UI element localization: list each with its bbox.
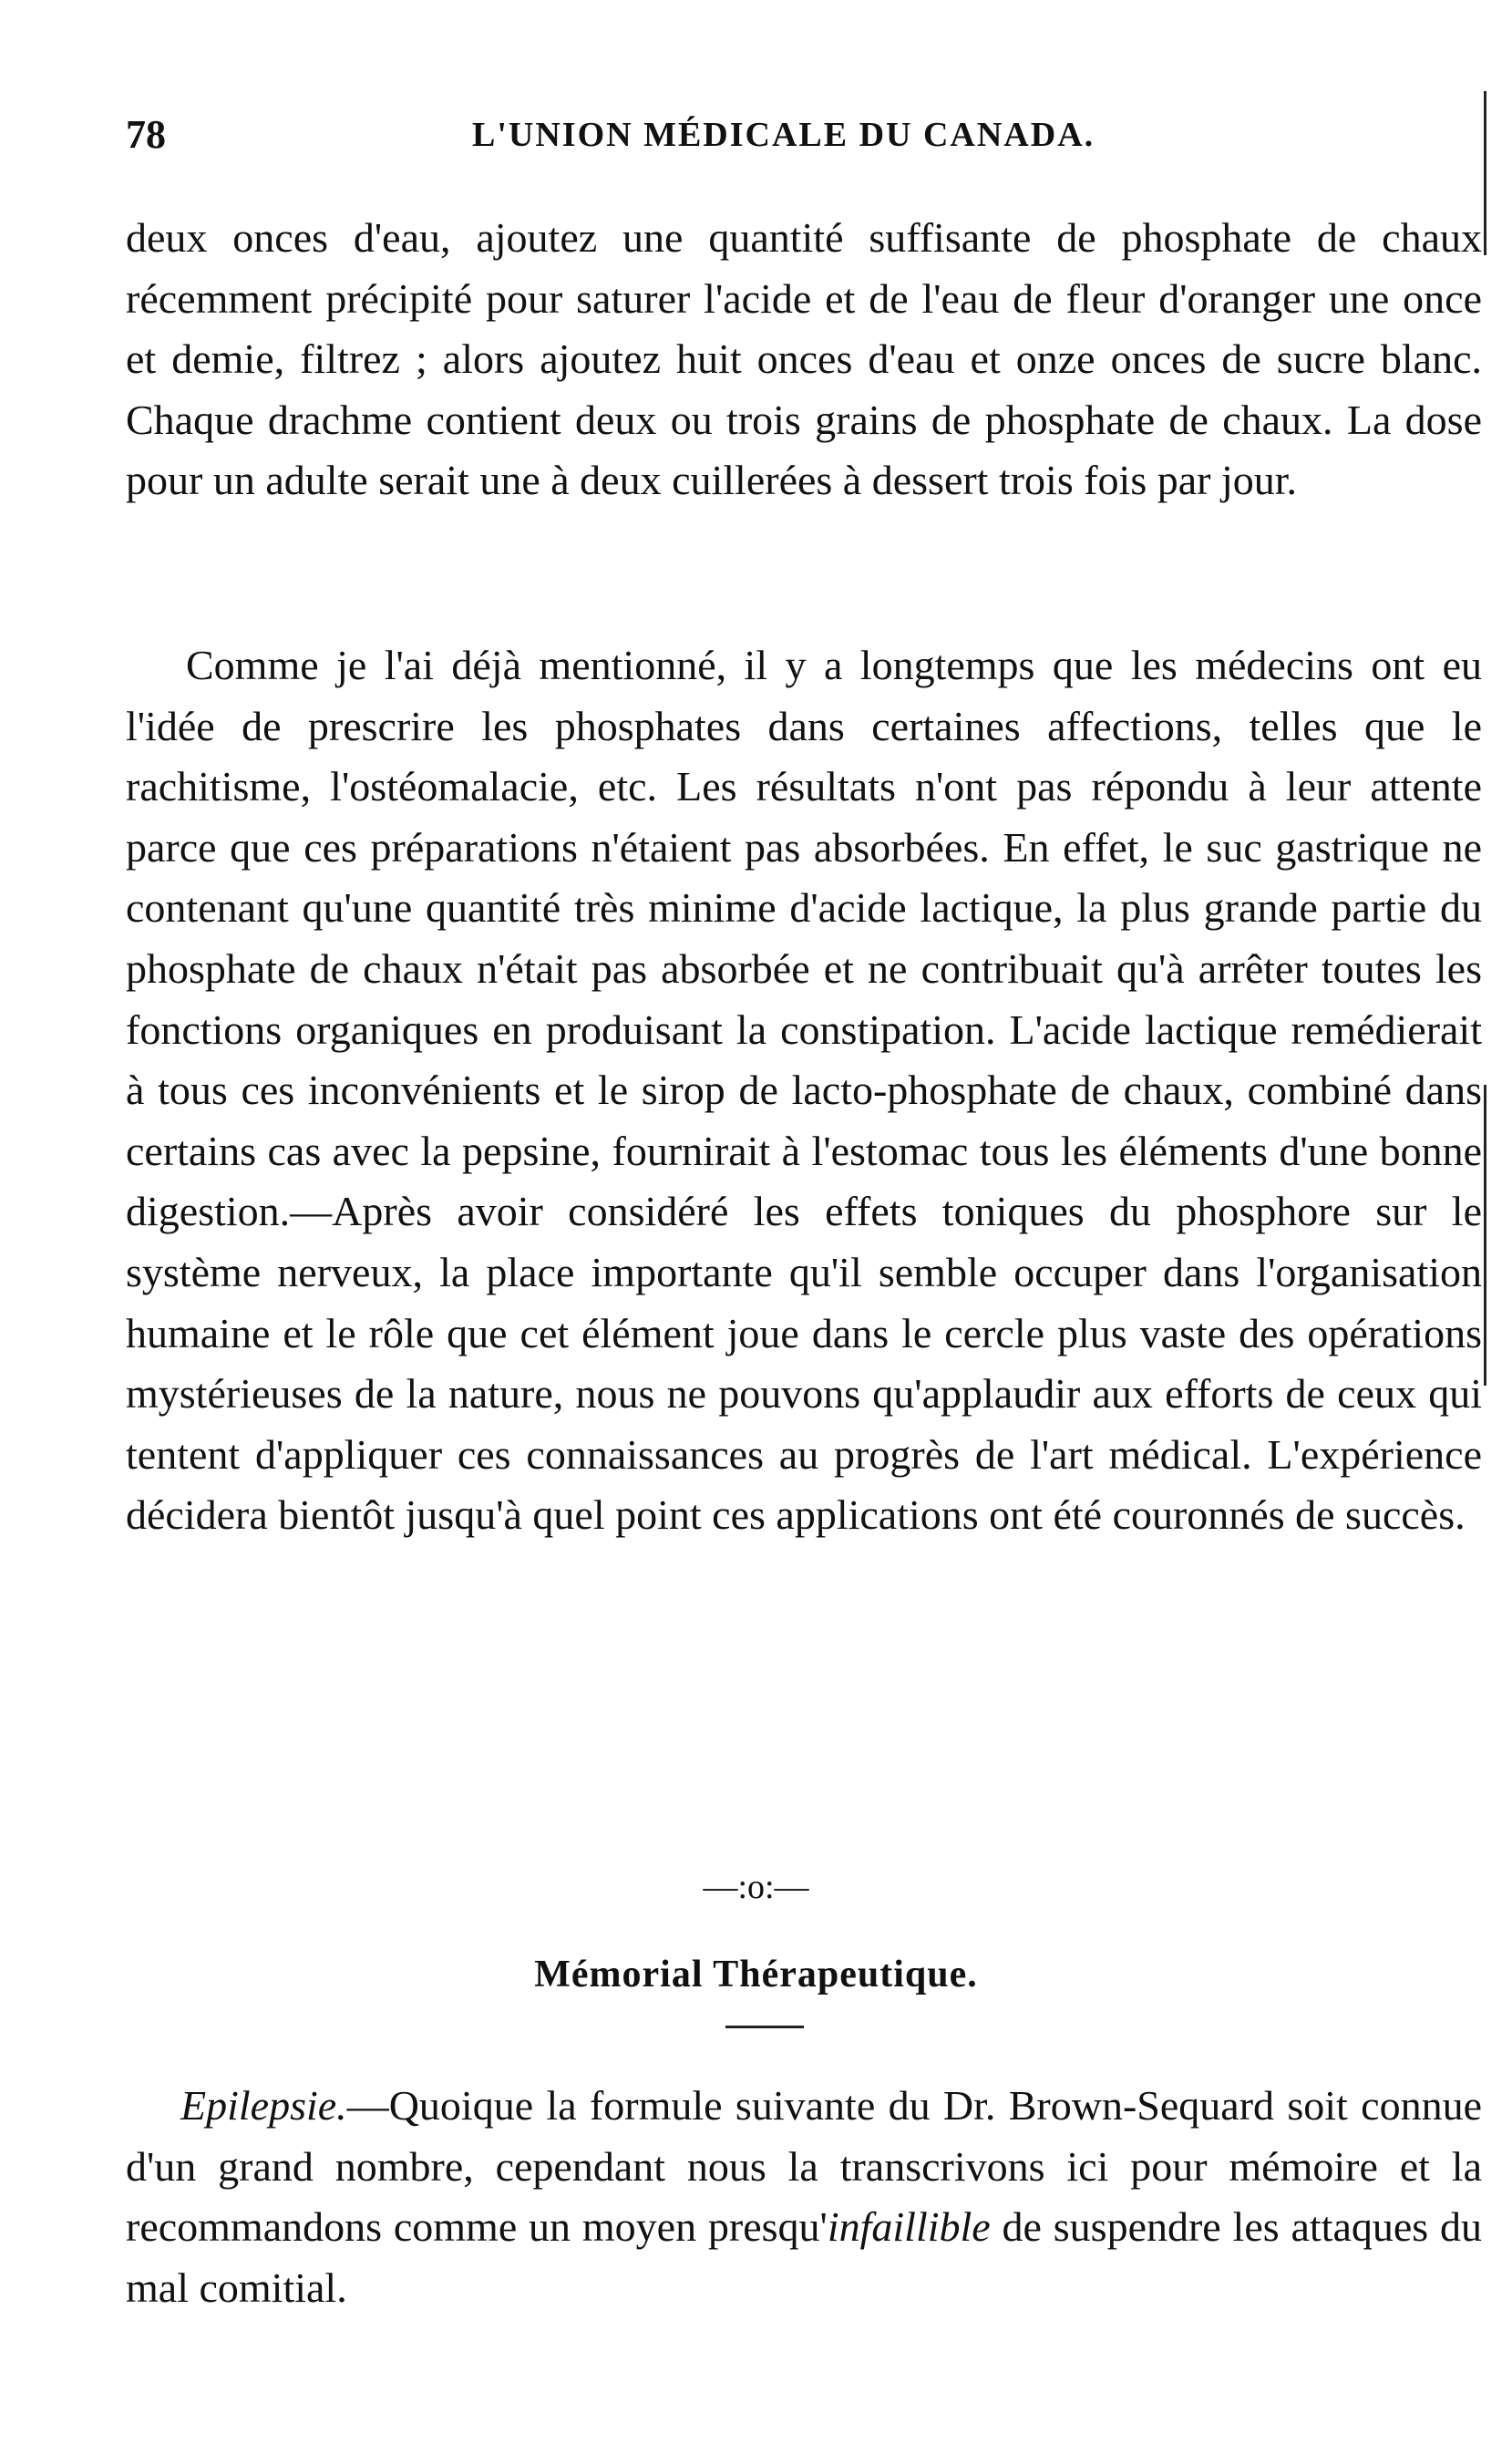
page-number: 78 [126, 112, 166, 157]
paragraph-epilepsie [126, 2076, 1482, 2318]
paragraph-continuation: deux onces d'eau, ajoutez une quantité suffisante de phosphate de chaux récemment précipité pour saturer l'acide et de l'eau de fleur d'oranger une once et demie, filtrez ; alors ajoutez huit onces d'eau et onze onces de sucre blanc. Chaque drachme contient deux ou trois grains de phosphate de chaux. La dose pour un adulte serait une à deux cuillerées à dessert trois fois par jour. [126, 214, 1482, 504]
section-title: Mémorial Thérapeutique. [534, 1954, 978, 1995]
paragraph-phosphates: Comme je l'ai déjà mentionné, il y a longtemps que les médecins ont eu l'idée de prescrire les phosphates dans certaines affections, telles que le rachitisme, l'ostéomalacie, etc. Les résultats n'ont pas répondu à leur attente parce que ces préparations n'étaient pas absorbées. En effet, le suc gastrique ne contenant qu'une quantité très minime d'acide lactique, la plus grande partie du phosphate de chaux n'était pas absorbée et ne contribuait qu'à arrêter toutes les fonctions organiques en produisant la constipation. L'acide lactique remédierait à tous ces inconvénients et le sirop de lacto-phosphate de chaux, combiné dans certains cas avec la pepsine, fournirait à l'estomac tous les éléments d'une bonne digestion.—Après avoir considéré les effets toniques du phosphore sur le système nerveux, la place importante qu'il semble occuper dans l'organisation humaine et le rôle que cet élément joue dans le cercle plus vaste des opérations mystérieuses de la nature, nous ne pouvons qu'applaudir aux efforts de ceux qui tentent d'appliquer ces connaissances au progrès de l'art médical. L'expérience décidera bientôt jusqu'à quel point ces applications ont été couronnés de succès. [126, 642, 1482, 1539]
paragraph-text-part1: —Quoique la formule suivante du Dr. Brown-Sequard soit connue d'un grand nombre, cependant nous la transcrivons ici pour mémoire et la recommandons comme un moyen presqu' [126, 2082, 1482, 2251]
margin-edge-line-middle [1484, 1085, 1486, 1386]
section-separator: —:o:— [703, 1868, 809, 1906]
paragraph-text-part2: de suspendre les attaques du mal comitial. [126, 2203, 1482, 2311]
margin-edge-line-top [1484, 91, 1486, 255]
paragraph-lead-in: Epilepsie. [180, 2082, 347, 2129]
page-header [126, 108, 1493, 162]
running-title: L'UNION MÉDICALE DU CANADA. [472, 116, 1095, 154]
emphasized-word: infaillible [827, 2203, 991, 2251]
title-underline-rule [725, 2026, 804, 2028]
